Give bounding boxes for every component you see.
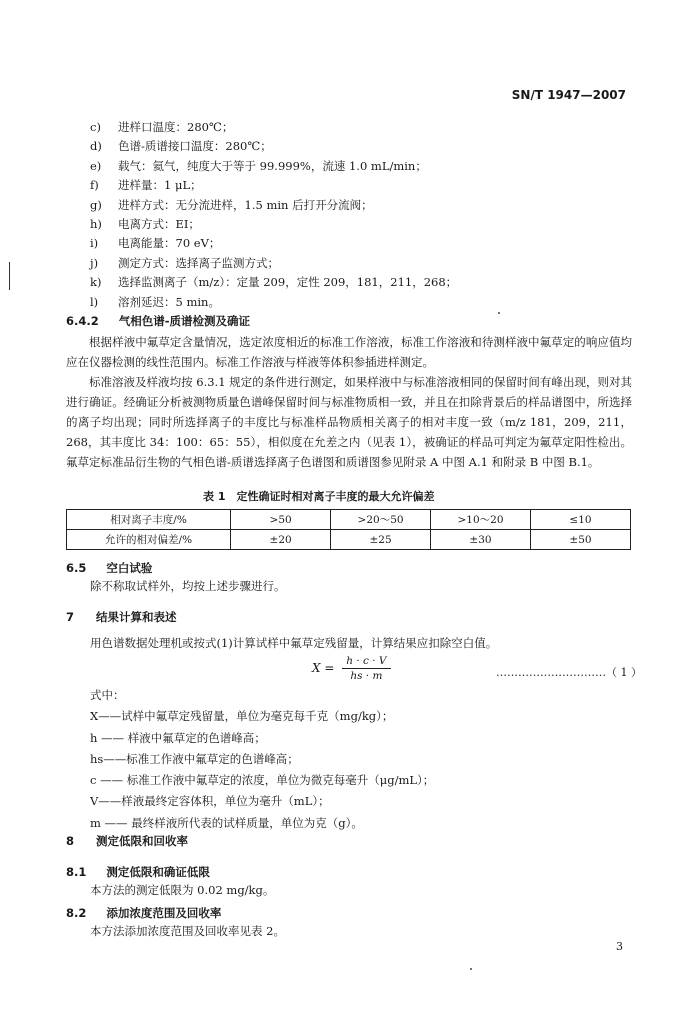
section-title: 测定低限和确证低限 — [106, 865, 210, 879]
formula-lhs: X = — [312, 661, 335, 675]
paragraph: 用色谱数据处理机或按式(1)计算试样中氟草定残留量，计算结果应扣除空白值。 — [90, 636, 498, 650]
definition-item: h —— 样液中氟草定的色谱峰高； — [90, 730, 266, 745]
paragraph: 除不称取试样外，均按上述步骤进行。 — [90, 579, 286, 593]
table-row — [67, 510, 631, 530]
section-heading — [66, 313, 250, 329]
table-cell: 允许的相对偏差/% — [67, 530, 231, 550]
list-text: 进样量：1 μL； — [118, 178, 202, 193]
list-text: 测定方式：选择离子监测方式； — [118, 255, 279, 270]
page-number: 3 — [616, 940, 623, 953]
list-text: 载气：氦气，纯度大于等于 99.999%，流速 1.0 mL/min； — [118, 158, 427, 173]
margin-mark — [9, 262, 10, 290]
list-item — [90, 118, 650, 137]
table-cell: ±50 — [530, 530, 630, 550]
list-key: f) — [90, 178, 99, 193]
section-heading — [66, 833, 188, 849]
section-title: 空白试验 — [106, 561, 153, 575]
list-key: c) — [90, 120, 101, 134]
section-number: 8.2 — [66, 906, 87, 920]
table-cell: ±30 — [431, 530, 531, 550]
deviation-table — [66, 509, 631, 550]
formula-number: …………………………（ 1 ） — [496, 666, 642, 679]
table-cell: ≤10 — [530, 510, 630, 530]
table-cell: >10～20 — [431, 510, 531, 530]
definition-item: c —— 标准工作液中氟草定的浓度，单位为微克每毫升（μg/mL）； — [90, 773, 435, 788]
list-text: 电离方式：EI； — [118, 216, 200, 231]
section-number: 7 — [66, 610, 75, 624]
list-text: 色谱-质谱接口温度：280℃； — [118, 139, 272, 154]
section-title: 气相色谱-质谱检测及确证 — [118, 314, 251, 328]
list-text: 电离能量：70 eV； — [118, 236, 221, 251]
table-cell: ±25 — [331, 530, 431, 550]
formula-denominator: hs · m — [350, 670, 383, 682]
section-number: 8 — [66, 834, 75, 848]
table-cell: 相对离子丰度/% — [67, 510, 231, 530]
table-cell: ±20 — [231, 530, 331, 550]
list-key: g) — [90, 197, 102, 212]
instrument-conditions-list — [90, 118, 650, 312]
list-text: 进样方式：无分流进样，1.5 min 后打开分流阀； — [118, 197, 373, 212]
list-key: k) — [90, 275, 102, 290]
list-key: j) — [90, 255, 99, 270]
paragraph: 本方法添加浓度范围及回收率见表 2。 — [90, 924, 285, 938]
list-item — [90, 273, 650, 292]
formula-numerator: h · c · V — [342, 655, 390, 669]
list-item — [90, 157, 650, 176]
definition-item: hs——标准工作液中氟草定的色谱峰高； — [90, 751, 299, 766]
list-text: 进样口温度：280℃； — [118, 120, 234, 134]
list-item — [90, 196, 650, 215]
paragraph: 本方法的测定低限为 0.02 mg/kg。 — [90, 883, 275, 897]
list-item — [90, 176, 650, 195]
section-title: 测定低限和回收率 — [96, 834, 189, 848]
list-key: e) — [90, 158, 102, 173]
standard-number: SN/T 1947—2007 — [511, 88, 626, 102]
definition-item: m —— 最终样液所代表的试样质量，单位为克（g）。 — [90, 815, 363, 830]
list-key: d) — [90, 139, 102, 154]
table-row — [67, 530, 631, 550]
formula-1 — [312, 655, 391, 682]
section-number: 8.1 — [66, 865, 87, 879]
definitions-intro: 式中： — [90, 688, 125, 702]
paragraph: 根据样液中氟草定含量情况，选定浓度相近的标准工作溶液，标准工作溶液和待测样液中氟草定的响应值均应在仪器检测的线性范围内。标准工作溶液与样液等体积参插进样测定。 — [66, 335, 632, 369]
list-item — [90, 234, 650, 253]
list-key: h) — [90, 216, 102, 231]
section-heading — [66, 560, 152, 576]
list-item — [90, 137, 650, 156]
paragraph: 标准溶液及样液均按 6.3.1 规定的条件进行测定，如果样液中与标准溶液相同的保留时间有峰出现，则对其进行确证。经确证分析被测物质量色谱峰保留时间与标准物质相一致，并且在扣除背景后的样品谱图中，所选择的离子均出现；同时所选择离子的丰度比与标准样品物质相关离子的相对丰度一致（m/z 181，209，211，268，其丰度比 34：100：65：55），相似度在允差之内（见表 1），被确证的样品可判定为氟草定阳性检出。氟草定标准品衍生物的气相色谱-质谱选择离子色谱图和质谱图参见附录 A 中图 A.1 和附录 B 中图 B.1。 — [66, 375, 632, 469]
section-number: 6.4.2 — [66, 314, 99, 328]
variable-definitions — [90, 685, 434, 834]
section-heading — [66, 905, 221, 921]
formula-fraction — [342, 655, 390, 682]
table-cell: >50 — [231, 510, 331, 530]
section-title: 结果计算和表述 — [96, 610, 177, 624]
speck — [498, 312, 500, 314]
list-item — [90, 254, 650, 273]
list-text: 选择监测离子（m/z）：定量 209，定性 209，181，211，268； — [118, 275, 458, 290]
section-number: 6.5 — [66, 561, 87, 575]
list-key: i) — [90, 236, 99, 251]
section-title: 添加浓度范围及回收率 — [106, 906, 222, 920]
speck — [470, 968, 472, 970]
table-cell: >20～50 — [331, 510, 431, 530]
section-heading — [66, 864, 210, 880]
definition-item: X——试样中氟草定残留量，单位为毫克每千克（mg/kg）； — [90, 709, 394, 724]
section-heading — [66, 609, 177, 625]
definition-item: V——样液最终定容体积，单位为毫升（mL）； — [90, 794, 330, 809]
list-text: 溶剂延迟：5 min。 — [118, 294, 220, 309]
table-caption: 表 1 定性确证时相对离子丰度的最大允许偏差 — [203, 490, 435, 503]
section-642-body — [66, 332, 632, 472]
list-item — [90, 293, 650, 312]
list-item — [90, 215, 650, 234]
list-key: l) — [90, 294, 99, 309]
